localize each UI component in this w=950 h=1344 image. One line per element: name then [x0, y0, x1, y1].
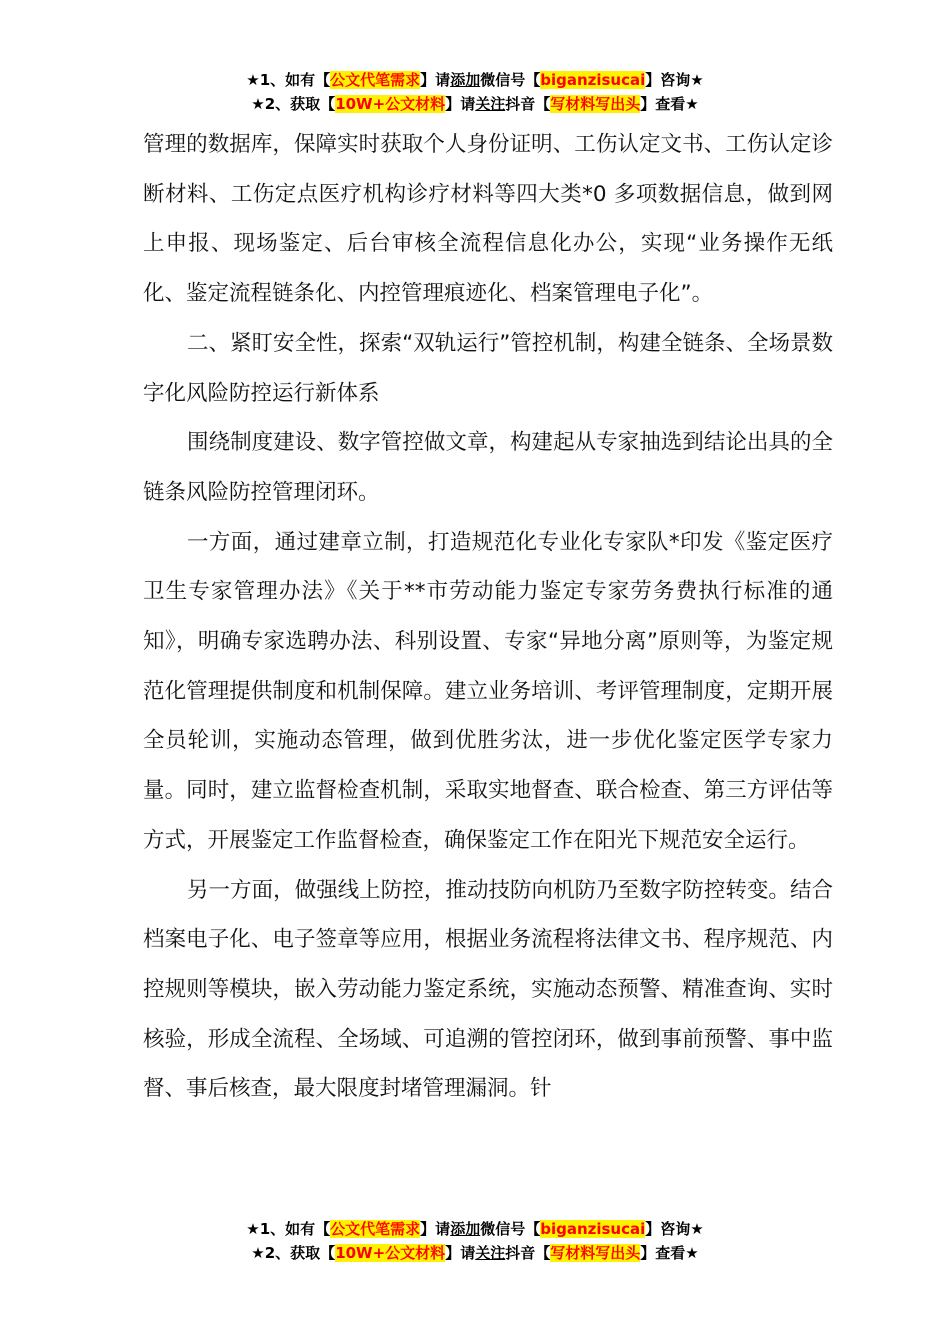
banner-text: ★2、获取【 — [251, 1244, 336, 1262]
footer-banner-line-1 — [0, 1217, 950, 1241]
banner-highlight: 公文代笔需求 — [330, 71, 421, 89]
banner-highlight: 写材料写出头 — [550, 1244, 641, 1262]
banner-highlight: biganzisucai — [540, 71, 646, 89]
body-paragraph-continuation: 管理的数据库，保障实时获取个人身份证明、工伤认定文书、工伤认定诊断材料、工伤定点医疗机构诊疗材料等四大类*0 多项数据信息，做到网上申报、现场鉴定、后台审核全流程信息化办公，实现“业务操作无纸化、鉴定流程链条化、内控管理痕迹化、档案管理电子化”。 — [143, 132, 833, 307]
banner-highlight: biganzisucai — [540, 1220, 646, 1238]
banner-underlined-text: 添加 — [450, 71, 481, 89]
banner-text: 】查看★ — [640, 95, 699, 113]
footer-banner — [0, 1217, 950, 1265]
header-banner-line-1 — [0, 68, 950, 92]
banner-text: 】咨询★ — [645, 1220, 704, 1238]
banner-underlined-text: 关注 — [475, 95, 506, 113]
banner-text: ★1、如有【 — [246, 71, 331, 89]
banner-text: 抖音【 — [505, 95, 551, 113]
body-paragraph: 围绕制度建设、数字管控做文章，构建起从专家抽选到结论出具的全链条风险防控管理闭环。 — [143, 430, 833, 505]
banner-text: 抖音【 — [505, 1244, 551, 1262]
document-body — [143, 120, 833, 1114]
banner-text: ★1、如有【 — [246, 1220, 331, 1238]
banner-highlight: 10W+公文材料 — [335, 95, 446, 113]
banner-text: 微信号【 — [480, 1220, 541, 1238]
section-heading: 二、紧盯安全性，探索“双轨运行”管控机制，构建全链条、全场景数字化风险防控运行新体系 — [143, 330, 833, 406]
banner-underlined-text: 关注 — [475, 1244, 506, 1262]
banner-highlight: 写材料写出头 — [550, 95, 641, 113]
banner-highlight: 公文代笔需求 — [330, 1220, 421, 1238]
banner-text: 】请 — [445, 1244, 476, 1262]
header-banner — [0, 68, 950, 116]
body-paragraph: 一方面，通过建章立制，打造规范化专业化专家队*印发《鉴定医疗卫生专家管理办法》《关于**市劳动能力鉴定专家劳务费执行标准的通知》，明确专家选聘办法、科别设置、专家“异地分离”原则等，为鉴定规范化管理提供制度和机制保障。建立业务培训、考评管理制度，定期开展全员轮训，实施动态管理，做到优胜劣汰，进一步优化鉴定医学专家力量。同时，建立监督检查机制，采取实地督查、联合检查、第三方评估等方式，开展鉴定工作监督检查，确保鉴定工作在阳光下规范安全运行。 — [143, 529, 833, 853]
banner-text: 微信号【 — [480, 71, 541, 89]
banner-underlined-text: 添加 — [450, 1220, 481, 1238]
banner-text: 】请 — [420, 1220, 451, 1238]
footer-banner-line-2 — [0, 1241, 950, 1265]
body-paragraph: 另一方面，做强线上防控，推动技防向机防乃至数字防控转变。结合档案电子化、电子签章等应用，根据业务流程将法律文书、程序规范、内控规则等模块，嵌入劳动能力鉴定系统，实施动态预警、精准查询、实时核验，形成全流程、全场域、可追溯的管控闭环，做到事前预警、事中监督、事后核查，最大限度封堵管理漏洞。针 — [143, 877, 833, 1102]
banner-highlight: 10W+公文材料 — [335, 1244, 446, 1262]
banner-text: 】查看★ — [640, 1244, 699, 1262]
banner-text: 】请 — [445, 95, 476, 113]
header-banner-line-2 — [0, 92, 950, 116]
banner-text: 】请 — [420, 71, 451, 89]
banner-text: ★2、获取【 — [251, 95, 336, 113]
banner-text: 】咨询★ — [645, 71, 704, 89]
